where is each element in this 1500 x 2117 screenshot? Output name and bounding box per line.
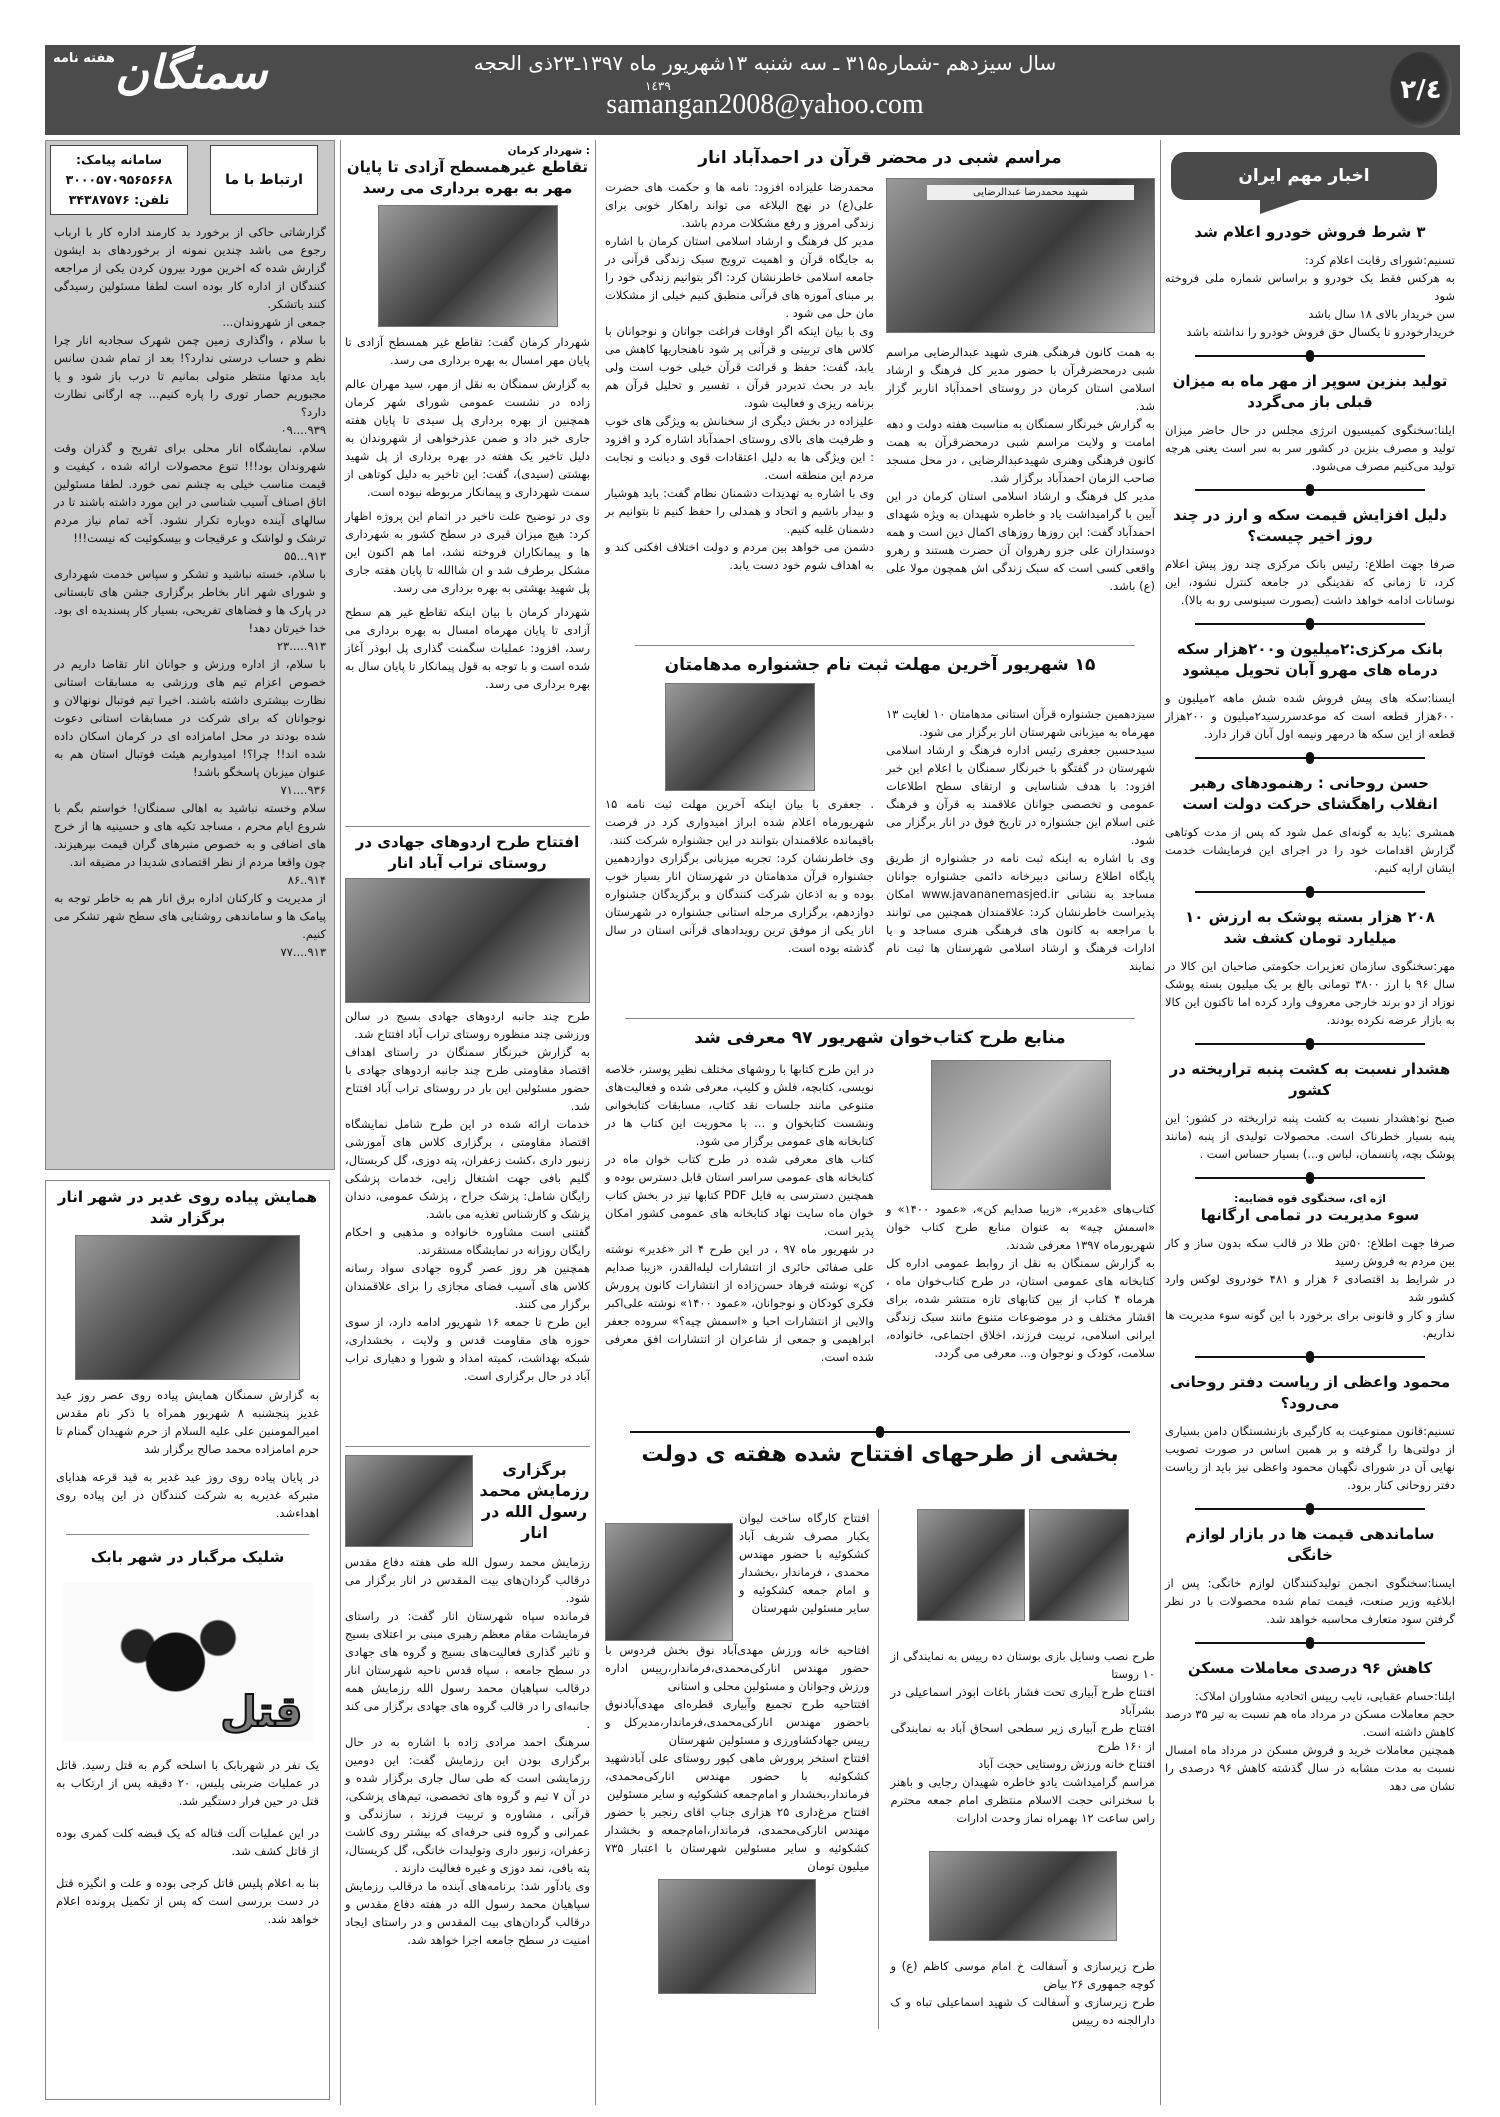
festival-article (605, 655, 1155, 975)
paragraph: تسنیم:شورای رقابت اعلام کرد: (1304, 253, 1455, 267)
paragraph: افتتاح طرح آبیاری تحت فشار باغات ابوذر اسماعیلی در بشرآباد (890, 1685, 1155, 1717)
paragraph: به گزارش خبرنگار سمنگان به مناسبت هفته دولت و دهه امامت و ولایت مراسم شبی درمحضرقرآن به همت کانون فرهنگی وهنری شهیدعبدالرضایی ، در محل مسجد صاحب الزمان احمدآباد برگزار شد. (886, 417, 1155, 485)
paragraph: افتتاح طرح آبیاری زیر سطحی اسحاق آباد به نمایندگی از ۱۶۰ طرح (890, 1721, 1155, 1753)
news-headline: دلیل افزایش قیمت سکه و ارز در چند روز اخیر چیست؟ (1173, 506, 1447, 545)
paragraph: علیزاده در بخش دیگری از سخنانش به ویژگی های خوب و ظرفیت های بالای روستای احمدآباد اشاره کرد و افزود : این ویژگی ها به دلیل اعتقادات قوی و دیانت و نجابت مردم این منطقه است. (605, 414, 874, 482)
paragraph: کتاب‌های «غدیر»، «زیبا صدایم کن»، «عمود ۱۴۰۰» و «اسمش چیه» به عنوان منابع طرح کتاب خوان شهریورماه ۱۳۹۷ معرفی شدند. (886, 1202, 1155, 1252)
projects-body-right (891, 1647, 1156, 1827)
paragraph: حجم معاملات مسکن در مرداد ماه هم نسبت به تیر ۳۵ درصد کاهش داشته است. (1165, 1707, 1455, 1739)
paragraph: وی یادآور شد: برنامه‌های آینده ما درقالب رزمایش سپاهیان محمد رسول الله در هفته دفاع مقدس و درقالب گردان‌های بیت المقدس و در راستای ایجاد امنیت در سطح جامعه اجرا خواهد شد. (345, 1879, 590, 1947)
news-kicker: اژه ای، سخنگوی قوه قضاییه: (1234, 1193, 1386, 1205)
commander-photo (345, 1455, 473, 1547)
masthead-subtitle: هفته نامه (53, 51, 115, 66)
jahadi-body (345, 1007, 590, 1385)
projects-body-left (605, 1641, 870, 1875)
paragraph: رزمایش محمد رسول الله طی هفته دفاع مقدس درقالب گردان‌های بیت المقدس در انار برگزار می شود. (345, 1555, 590, 1605)
phone-number: تلفن: ۳۴۳۸۷۵۷۶ (68, 192, 170, 207)
paragraph: مدیر کل فرهنگ و ارشاد اسلامی استان کرمان با اشاره به جایگاه قرآن و اهمیت ترویج سبک زندگی قرآنی در جامعه اسلامی خاطرنشان کرد: اگر بتوانیم زندگی خود را بر مبنای آموزه های قرآنی منطبق کنیم خیلی از مشکلات مان حل می شود . (605, 234, 874, 320)
left-news-box (45, 1180, 330, 2100)
sms-label: سامانه پیامک: (75, 152, 163, 167)
paragraph: شهردار کرمان گفت: تقاطع غیر همسطح آزادی تا پایان مهر امسال به بهره برداری می رسد. (345, 335, 590, 367)
paragraph: از مدیریت و کارکنان اداره برق انار هم به خاطر توجه به پیامک ها و ساماندهی روشنایی های سطح شهر تشکر می کنیم. (54, 891, 326, 941)
paragraph: وی با اشاره به اینکه ثبت نامه در جشنواره از طریق پایگاه اطلاع رسانی دبیرخانه دائمی جشنواره جوانان مساجد به نشانی www.javananemasjed.ir امکان پذیراست خاطرنشان کرد: علاقمندان همچنین می توانند با مراجعه به کانون های فرهنگی هنری مساجد و یا ادارات فرهنگ و ارشاد اسلامی شهرستان ها ثبت نام نمایند (886, 851, 1156, 973)
ornament-divider (1195, 1171, 1425, 1185)
paragraph: ایلنا:سخنگوی کمیسیون انرژی مجلس در حال حاضر میزان تولید و مصرف بنزین در کشور سر به سر است یعنی هرچه تولید می‌کنیم مصرف می‌شود. (1165, 423, 1455, 473)
paragraph: بنا به اعلام پلیس قاتل کرجی بوده و علت و انگیزه قتل در دست بررسی است که پس از تکمیل پرونده اعلام خواهد شد. (56, 1876, 319, 1926)
paragraph: این طرح تا جمعه ۱۶ شهریور ادامه دارد، از سوی حوزه های مقاومت قدس و ولایت ، بخشداری، شبکه بهداشت، کمیته امداد و شورا و دهیاری تراب آباد در حال برگزاری است. (345, 1315, 590, 1383)
paragraph: طرح نصب وسایل بازی بوستان ده رییس به نمایندگی از ۱۰ روستا (890, 1649, 1155, 1681)
workshop-paragraph: افتتاح کارگاه ساخت لیوان یکبار مصرف شریف آباد کشکوئیه با حضور مهندس محمدی ، فرماندار ،بخشدار و امام جمعه کشکوئیه و سایر مسئولین شهرستان (739, 1511, 870, 1615)
paragraph: شهردار کرمان با بیان اینکه تقاطع غیر هم سطح آزادی تا پایان مهرماه امسال به بهره برداری می رسد، افزود: عملیات سگمنت گذاری پل ابوذر آغاز شده است و با توجه به قول پیمانکار تا پایان سال به بهره برداری می رسد. (345, 605, 590, 691)
banner-pointer (1260, 200, 1300, 214)
paragraph: به گزارش خبرنگار سمنگان در راستای اهداف اقتصاد مقاومتی طرح چند جانبه اردوهای جهادی با حضور مسئولین این بار در روستای تراب آباد افتتاح شد. (345, 1045, 590, 1113)
paragraph: با سلام، از اداره ورزش و جوانان انار تقاضا داریم در خصوص اعزام تیم های ورزشی به مسابقات استانی نظارت بیشتری داشته باشند. اخیرا تیم فوتبال نونهالان و نوجوانان که برای شرکت در مسابقات استانی دعوت شده بودند در محل امامزاده ای در کرمان اسکان داده شده اند!! چرا؟! امیدواریم هیئت فوتبال استان هم به عنوان میزبان پاسخگو باشد! (54, 657, 326, 779)
page-number: ۲/٤ (1390, 52, 1452, 128)
kerman-kicker: : شهردار کرمان (507, 145, 590, 157)
paragraph: تسنیم:قانون ممنوعیت به کارگیری بازنشستگان دامن بسیاری از دولتی‌ها را گرفته و بر همین اساس در صورت تصویب نهایی آن در شورای نگهبان محمود واعظی نیز باید از ریاست دفتر روحانی کنار برود. (1165, 1424, 1455, 1492)
project-photo (917, 1509, 1025, 1621)
murder-word: قتل (220, 1687, 303, 1736)
jahadi-article (345, 832, 590, 1385)
news-item (1165, 1372, 1455, 1494)
paragraph: در این عملیات آلت قتاله که یک قبضه کلت کمری بوده از قاتل کشف شد. (56, 1826, 319, 1858)
paragraph: طرح زیرسازی و آسفالت خ امام موسی کاظم (ع) و کوچه جمهوری ۲۶ بیاض (890, 1959, 1155, 1991)
paragraph: ایلنا:حسام عقبایی، نایب رییس اتحادیه مشاوران املاک: (1194, 1689, 1455, 1703)
ornament-divider (1195, 349, 1425, 363)
ghadir-body (56, 1386, 319, 1522)
ornament-divider (1195, 483, 1425, 497)
paragraph: همشری :باید به گونه‌ای عمل شود که پس از مدت کوتاهی گزارش اقدامات خود را در اجرای این فرمایشات خدمت ایشان ارایه کنیم. (1165, 825, 1455, 875)
book-posters-image (931, 1060, 1111, 1190)
issue-line: سال سیزدهم -شماره۳۱۵ ـ سه شنبه ۱۳شهریور ماه ۱۳۹۷ـ۲۳ذی الحجه (473, 51, 1057, 75)
paragraph: سلام وخسته نباشید به اهالی سمنگان! خواستم بگم با شروع ایام محرم ، مساجد تکیه های و حسینیه ها از خرج های اضافی و به خصوص منبرهای گران قیمت بپرهیزند. چون واقعا مردم از نظر اقتصادی شدیدا در مضیقه اند. (54, 801, 326, 869)
paragraph: سلام، نمایشگاه انار محلی برای تفریح و گذران وقت شهروندان بود!!! تنوع محصولات ارائه شده ، کیفیت و قیمت مناسب خیلی به چشم نمی خورد. لطفا مسئولین اتاق اصناف آسیب شناسی در این مورد داشته باشند تا در سالهای آینده دوباره تکرار نشود. آخه تمام نیاز مردم ترشک و لواشک و عرقیجات و بیسکوئیت که نیست!!! (54, 441, 326, 545)
column-rule (340, 140, 341, 2105)
news-item (1165, 505, 1455, 609)
paragraph: کتاب های معرفی شده در طرح کتاب خوان ماه در کتابخانه های عمومی سراسر استان قابل دسترس بوده و همچنین دسترسی به فایل PDF کتابها نیز در بخش کتاب خوان ماه سایت نهاد کتابخانه های عمومی کشور امکان پذیر است. (605, 1152, 874, 1238)
news-headline: ساماندهی قیمت ها در بازار لوازم خانگی (1185, 1525, 1435, 1564)
paragraph: ۹۱۳...۵۵ (284, 549, 326, 563)
paragraph: همچنین هر روز عصر گروه جهادی سواد رسانه کلاس های آسیب فضای مجازی را برای علاقمندان برگزار می کنند. (345, 1261, 590, 1311)
iran-news-banner: اخبار مهم ایران (1171, 152, 1437, 200)
festival-title: ۱۵ شهریور آخرین مهلت ثبت نام جشنواره مدهامتان (664, 655, 1096, 675)
news-item (1165, 907, 1455, 1029)
paragraph: در این طرح کتابها با روشهای مختلف نظیر پوستر، خلاصه نویسی، کتابچه، فلش و کلیپ، معرفی شده و فعالیت‌های متنوعی مانند جلسات نقد کتاب، مسابقات کتابخوانی ونشست کتابخوان و ... با محوریت این کتاب ها در کتابخانه های عمومی برگزار می شود. (605, 1062, 874, 1148)
paragraph: در شهریور ماه ۹۷ ، در این طرح ۴ اثر «غدیر» نوشته علی صفائی حائری از انتشارات لیله‌القدر، «زیبا صدایم کن» نوشته فرهاد حسن‌زاده از انتشارات کانون پرورش فکری کودکان و نوجوانان، «عمود ۱۴۰۰» نوشته علی‌اکبر والایی از انتشارات احیا و «اسمش چیه؟» سروده جعفر ابراهیمی و جمعی از شاعران از انتشارات افق معرفی شده است. (605, 1242, 875, 1364)
ornament-divider (1195, 751, 1425, 765)
paragraph: با سلام ، واگذاری زمین چمن شهرک سجادیه انار چرا نظم و حساب درستی ندارد؟! بعد از تمام شدن سانس باید مدتها منتظر متولی بمانیم تا درب باز شود و یا مجبوریم حصار توری را پاره کنیم... چه ارگانی نظارت دارد؟ (54, 333, 326, 419)
contact-us-box: ارتباط با ما (210, 145, 318, 215)
paragraph: طرح چند جانبه اردوهای جهادی بسیج در سالن ورزشی چند منظوره روستای تراب آباد افتتاح شد. (345, 1009, 590, 1041)
project-photo (605, 1523, 733, 1641)
ornament-divider (1195, 617, 1425, 631)
news-item (1165, 1193, 1455, 1342)
paragraph: ساز و کار و قانونی برای برخورد با این گونه سوء مدیریت ها نداریم. (1165, 1308, 1455, 1340)
iran-news-column (1165, 152, 1455, 1795)
paragraph: جمعی از شهروندان... (222, 315, 326, 329)
project-photo (658, 1879, 816, 1994)
sms-number: ۳۰۰۰۵۷۰۹۵۶۵۶۶۸ (65, 172, 173, 187)
news-headline: بانک مرکزی:۲میلیون و۲۰۰هزار سکه درماه های مهرو آبان تحویل میشود (1176, 640, 1444, 679)
ornament-divider (1195, 1636, 1425, 1650)
project-photo (929, 1851, 1117, 1941)
shooting-title: شلیک مرگبار در شهر بابک (90, 1548, 285, 1566)
paragraph: . جعفری با بیان اینکه آخرین مهلت ثبت نامه ۱۵ شهریورماه اعلام شده ابراز امیدواری کرد در فرصت باقیمانده علاقمندان بتوانند در این جشنواره شرکت کنند. (605, 797, 874, 847)
festival-body-left (605, 795, 874, 957)
books-body-right (886, 1200, 1155, 1362)
news-item (1165, 1059, 1455, 1163)
paragraph: ۹۳۶....۷۱ (280, 783, 326, 797)
paragraph: سن خریدار بالای ۱۸ سال باشد (1308, 307, 1455, 321)
iran-news-list (1165, 222, 1455, 1795)
ornament-divider (1195, 1037, 1425, 1051)
paragraph: در شرایط بد اقتصادی ۶ هزار و ۴۸۱ خودروی لوکس وارد کشور شد (1165, 1272, 1456, 1304)
news-headline: ۲۰۸ هزار بسته پوشک به ارزش ۱۰ میلیارد تومان کشف شد (1185, 908, 1435, 947)
paragraph: ۹۱۳.....۲۳ (276, 639, 326, 653)
books-body-left (605, 1060, 874, 1366)
news-headline: سوء مدیریت در تمامی ارگانها (1200, 1206, 1420, 1224)
divider (345, 1446, 590, 1447)
paragraph: به هرکس فقط یک خودرو و براساس شماره ملی فروخته شود (1165, 271, 1455, 303)
paragraph: گفتنی است مشاوره خانواده و مذهبی و احکام رایگان روزانه در نمایشگاه مستقرند. (345, 1225, 590, 1257)
news-item (1165, 1658, 1455, 1795)
murder-illustration (63, 1582, 313, 1742)
news-headline: ۳ شرط فروش خودرو اعلام شد (1194, 223, 1426, 241)
paragraph: افتتاح خانه ورزش روستایی حجت آباد (978, 1757, 1155, 1771)
projects-body-right-bottom (891, 1957, 1156, 2029)
paragraph: به همت کانون فرهنگی هنری شهید عبدالرضایی مراسم شبی درمحضرقرآن با حضور مدیر کل فرهنگ و ارشاد اسلامی استان کرمان در روستای احمدآباد اناربر گزار شد. (886, 345, 1155, 413)
paragraph: ایسنا:سکه های پیش فروش شده شش ماهه ۲میلیون و ۶۰۰هزار قطعه است که موعدسررسید۲میلیون و ۲۰۰هزار قطعه از این سکه ها درمهر ونیمه اول آبان قرار دارد. (1165, 691, 1455, 741)
paragraph: افتتاحیه طرح تجمیع وآبیاری قطره‌ای مهدی‌آبادنوق باحضور مهندس انارکی‌محمدی،فرماندار،مدیرکل و رییس جهادکشاورزی و مسئولین شهرستان (605, 1697, 870, 1747)
paragraph: ایسنا:سخنگوی انجمن تولیدکنندگان لوازم خانگی: پس از ابلاغیه وزیر صنعت، قیمت تمام شده محصولات با در نظر گرفتن سود متعارف محاسبه خواهد شد. (1165, 1576, 1455, 1626)
ornament-divider (1195, 1350, 1425, 1364)
news-headline: حسن روحانی : رهنمودهای رهبر انقلاب راهگشای حرکت دولت است (1182, 774, 1438, 813)
news-item (1165, 222, 1455, 341)
paragraph: صبح نو:هشدار نسبت به کشت پنبه تراریخته در کشور: این پنبه بسیار خطرناک است. محصولات تولیدی از پنبه (مانند پوشک بچه، پانسمان، لباس و...) بسیار حساس است . (1165, 1111, 1455, 1161)
kerman-title: تقاطع غیرهمسطح آزادی تا پایان مهر به بهره برداری می رسد (346, 158, 589, 197)
news-item (1165, 371, 1455, 475)
project-photo (1029, 1509, 1129, 1621)
news-headline: کاهش ۹۶ درصدی معاملات مسکن (1187, 1659, 1433, 1677)
hijri-year: ۱٤۳۹ (645, 79, 671, 93)
paragraph: مهر:سخنگوی سازمان تعزیرات حکومتی صاحبان این کالا در سال ۹۶ با ارز ۳۸۰۰ تومانی بالغ بر یک میلیون بسته پوشک نوزاد از دو برند خارجی معروف وارد کرده اما تاکنون این کالا به بازار عرضه نکرده بودند. (1165, 959, 1455, 1027)
paragraph: صرفا جهت اطلاع: رئیس بانک مرکزی چند روز پیش اعلام کرد، تا زمانی که نقدینگی در جامعه کنترل نشود، این نوسانات ادامه خواهد داشت (بصورت سینوسی رو به بالا). (1165, 557, 1455, 607)
paragraph: به گزارش سمنگان همایش پیاده روی عصر روز عید غدیر پنجشنبه ۸ شهریور همراه با ذکر نام مقدس امیرالمومنین علی علیه السلام از حرم شهیدان گمنام تا حرم امامزاده محمد صالح برگزار شد (56, 1388, 319, 1456)
paragraph: وی خاطرنشان کرد: تجربه میزبانی برگزاری دوازدهمین جشنواره قرآن مدهامتان در شهرستان انار بسیار خوب بوده و به اذعان شرکت کنندگان و برگزیدگان جشنواره دوازدهم، برگزاری مرحله استانی جشنواره در شهرستان انار یکی از موفق ترین رویدادهای قرآنی استان در سال گذشته بوده است. (605, 851, 874, 955)
paragraph: به گزارش سمنگان به نقل از مهر، سید مهران عالم زاده در نشست عمومی شورای شهر کرمان همچنین از بهره برداری پل سیدی تا پایان هفته جاری خبر داد و ضمن عذرخواهی از شهروندان به دلیل تاخیر یک هفته در بهره برداری از پل شهید بهشتی (سیدی)، گفت: این تاخیر به دلیل کوتاهی از سمت شهرداری و پیمانکار مربوطه نبوده است. (345, 377, 590, 499)
paragraph: مدیر کل فرهنگ و ارشاد اسلامی استان کرمان در این آیین با گرامیداشت یاد و خاطره شهیدان به ویژه شهدای احمدآباد گفت: این روزها روزهای اکمال دین است و همه دوستداران علی جزو رهروان آن حضرت هستند و رهرو واقعی کسی است که سبک زندگی اش همچون مولا علی (ع) باشد. (886, 489, 1155, 593)
divider (625, 1018, 1135, 1019)
news-headline: هشدار نسبت به کشت پنبه تراریخته در کشور (1169, 1060, 1451, 1099)
divider (66, 1534, 309, 1535)
kerman-body (345, 333, 590, 693)
paragraph: ۹۱۴..۸۶ (287, 873, 326, 887)
paragraph: وی در توضیح علت تاخیر در اتمام این پروژه اظهار کرد: هیچ میزان قیری در سطح کشور به شهرداری ها و پیمانکاران فروخته نشد، اما هم اکنون این مشکل برطرف شد و ان شاالله تا پایان هفته جاری پل شهید بهشتی به بهره برداری می رسد. (345, 509, 590, 595)
books-title: منابع طرح کتاب‌خوان شهریور ۹۷ معرفی شد (694, 1028, 1066, 1048)
paragraph: افتاحیه خانه ورزش مهدی‌آباد نوق بخش فردوس با حضور مهندس انارکی‌محمدی،فرماندار،رییس اداره ورزش وجوانان و مسئولین محلی و استانی (605, 1643, 870, 1693)
news-headline: محمود واعظی از ریاست دفتر روحانی می‌رود؟ (1169, 1373, 1451, 1412)
paragraph: به گزارش سمنگان به نقل از روابط عمومی اداره کل کتابخانه های عمومی استان، در طرح کتاب‌خوان ماه ، هرماه ۴ کتاب از بین کتابهای تازه منتشر شده، برای اقشار مختلف و در موضوعات متنوع مانند سبک زندگی ایرانی اسلامی، تربیت فرزند، اخلاق اجتماعی، خانواده، سلامت، کودک و نوجوان و... معرفی می گردد. (886, 1256, 1155, 1360)
ghadir-walk-photo (75, 1235, 300, 1380)
paragraph: خریدارخودرو تا یکسال حق فروش خودرو را نداشته باشد (1186, 325, 1455, 339)
paragraph: طرح زیرسازی و آسفالت ک شهید اسماعیلی تباه و ک دارالجنه ده رییس (890, 1995, 1155, 2027)
news-item (1165, 773, 1455, 877)
quran-article (605, 148, 1155, 595)
news-item (1165, 639, 1455, 743)
sms-box (50, 145, 188, 215)
festival-body-right (886, 683, 1155, 975)
paragraph: سرهنگ احمد مرادی زاده با اشاره به در حال برگزاری بودن این رزمایش گفت: این دومین رزمایشی است که طی سال جاری برگزار شده و در آن ۷ تیم و گروه های تخصصی، تیم‌های پزشکی، قرآنی ، مشاوره و تربیت فرزند ، سازندگی و عمرانی و گروه فنی حرفه‌ای که بیشتر روی کاشت زعفران، زنبور داری وتولیدات خانگی، گل کریستال، پته بافی، نمد دوزی و غیره فعالیت دارند . (345, 1735, 590, 1875)
projects-article (605, 1442, 1155, 2029)
paragraph: سیدحسین جعفری رئیس اداره فرهنگ و ارشاد اسلامی شهرستان در گفتگو با خبرنگار سمنگان با اعلام این خبر افزود: با هدف شناسایی و ارتقای سطح اطلاعات عمومی و تخصصی جوانان علاقمند به قرآن و فرهنگ غنی اسلام این جشنواره در تاریخ فوق در انار برگزار می شود. (886, 743, 1155, 847)
paragraph: همچنین معاملات خرید و فروش مسکن در مرداد ماه امسال نسبت به مدت مشابه در سال گذشته کاهش ۹۶ درصدی را نشان می دهد (1165, 1743, 1455, 1793)
projects-title: بخشی از طرحهای افتتاح شده هفته ی دولت (641, 1442, 1119, 1467)
quran-ceremony-photo (886, 178, 1155, 333)
news-item (1165, 1524, 1455, 1628)
paragraph: افتتاح مرغ‌داری ۲۵ هزاری جناب اقای رنجبر با حضور مهندس انارکی‌محمدی، فرماندار،امام‌جمعه و بخشدار کشکوئیه و سایر مسئولین شهرستان با اعتبار ۷۳۵ میلیون تومان (605, 1805, 870, 1873)
quran-body-left (605, 178, 874, 595)
paragraph: محمدرضا علیزاده افزود: نامه ها و حکمت های حضرت علی(ع) در نهج البلاغه می تواند راهکار خوبی برای زندگی امروز و رفع مشکلات مردم باشد. (605, 180, 874, 230)
masthead-logo: سمنگان (115, 45, 268, 99)
column-rule (1160, 140, 1161, 2105)
divider (345, 826, 590, 827)
ornament-divider (1195, 1502, 1425, 1516)
paragraph: سیزدهمین جشنواره قرآن استانی مدهامتان ۱۰ لغایت ۱۳ مهرماه به میزبانی شهرستان انار برگزار می شود. (886, 707, 1155, 739)
paragraph: در پایان پیاده روی روز عید غدیر به قید قرعه هدایای متبرکه غدیریه به شرکت کنندگان در این پیاده روی اهداءشد. (56, 1470, 319, 1520)
masthead-bar (45, 45, 1460, 135)
shooting-body (56, 1756, 319, 1928)
mayor-portrait (378, 205, 558, 327)
paragraph: یک نفر در شهربابک با اسلحه گرم به قتل رسید. قاتل در عملیات ضربتی پلیس، ۲۰ دقیقه پس از ارتکاب به قتل در حین فرار دستگیر شد. (56, 1758, 319, 1808)
paragraph: با سلام، خسته نباشید و تشکر و سپاس خدمت شهرداری و شورای شهر انار بخاطر برگزاری جشن های تابستانی در پارک ها و فضاهای تفریحی، بسیار کار پسندیده ای بود. خدا خیرتان دهد! (54, 567, 326, 635)
paragraph: صرفا جهت اطلاع: ۵۰تن طلا در قالب سکه بدون ساز و کار بین مردم به فروش رسید (1165, 1236, 1455, 1268)
paragraph: گزارشاتی حاکی از برخورد بد کارمند اداره کار با ارباب رجوع می باشد چندین نمونه از برخوردهای بد ایشون گزارش شده که اخرین مورد بیرون کردن یکی از مراجعه کنندگان از اداره کار بوده است لطفا مسئولین رسیدگی کنند باتشکر. (54, 225, 326, 311)
sms-panel (45, 140, 335, 1170)
jahadi-title: افتتاح طرح اردوهای جهادی در روستای تراب آباد انار (355, 833, 580, 872)
ghadir-title: همایش پیاده روی غدیر در شهر انار برگزار شد (57, 1188, 318, 1227)
kerman-article (345, 145, 590, 699)
paragraph: وی با بیان اینکه اگر اوقات فراغت جوانان و نوجوانان با کلاس های تربیتی و قرآنی پر شود ناهنجاریها کاهش می یابد، گفت: حفظ و قرائت قرآن خیلی خوب است ولی باید در بحث تدبردر قرآن ، تفسیر و تحلیل قرآن هم برنامه ریزی و فعالیت شود. (605, 324, 874, 410)
paragraph: خدمات ارائه شده در این طرح شامل نمایشگاه اقتصاد مقاومتی ، برگزاری کلاس های آموزشی زنبور داری ،کشت زعفران، پته دوزی، گل کریستال، گلیم بافی جهت اشتغال زایی، خدمات پزشکی رایگان شامل: پزشک جراح ، پزشک عمومی، دندان پزشک و کارشناس تغذیه می باشد. (345, 1117, 590, 1221)
divider (635, 645, 1135, 646)
books-article (605, 1028, 1155, 1366)
news-headline: تولید بنزین سوپر از مهر ماه به میزان قبلی باز می‌گردد (1172, 372, 1448, 411)
ornament-divider (630, 1425, 1130, 1439)
ribbon-cutting-photo (345, 878, 590, 1003)
rasoul-title: برگزاری رزمایش محمد رسول الله در انار (479, 1460, 590, 1542)
paragraph: افتتاح استخر پرورش ماهی کپور روستای علی آبادشهید کشکوئیه با حضور مهندس انارکی‌محمدی، فرماندار،بخشدار و امام‌جمعه کشکوئیه و سایر مسئولین (605, 1751, 870, 1801)
rasoul-body (345, 1553, 590, 1949)
quran-body-right (886, 343, 1155, 595)
quran-title: مراسم شبی در محضر قرآن در احمدآباد انار (698, 148, 1062, 168)
banner-caption: شهید محمدرضا عبدالرضایی (927, 185, 1134, 200)
rasoul-article (345, 1455, 590, 1949)
paragraph: دشمن می خواهد بین مردم و دولت اختلاف افکنی کند و به اهداف شوم خود دست یابد. (605, 540, 874, 572)
reader-messages (54, 223, 326, 961)
column-rule (595, 140, 596, 2105)
paragraph: مراسم گرامیداشت یادو خاطره شهیدان رجایی و باهنر با سخنرانی حجت الاسلام منتظری امام جمعه محترم راس ساعت ۱۲ بهمراه نماز وحدت ادارات (890, 1775, 1155, 1825)
ornament-divider (1195, 885, 1425, 899)
email-address[interactable]: samangan2008@yahoo.com (606, 89, 924, 120)
paragraph: ۹۳۹....۰۹ (280, 423, 326, 437)
paragraph: فرمانده سپاه شهرستان انار گفت: در راستای فرمایشات مقام معظم رهبری مبنی بر اعتلای بسیج و تاثیر گذاری فعالیت‌های بسیج و گروه های جهادی در سطح جامعه ، سپاه قدس ناحیه شهرستان انار درقالب سپاهیان محمد رسول الله رزمایش همه جانبه‌ای را در قالب گروه های جهادی برگزار می کند . (345, 1609, 590, 1731)
paragraph: ۹۱۳....۷۷ (280, 945, 326, 959)
jafari-photo (665, 683, 815, 791)
paragraph: وی با اشاره به تهدیدات دشمنان نظام گفت: باید هوشیار و بیدار باشیم و اتحاد و همدلی را حفظ کنیم تا بتوانیم بر دشمنان غلبه کنیم. (605, 486, 874, 536)
